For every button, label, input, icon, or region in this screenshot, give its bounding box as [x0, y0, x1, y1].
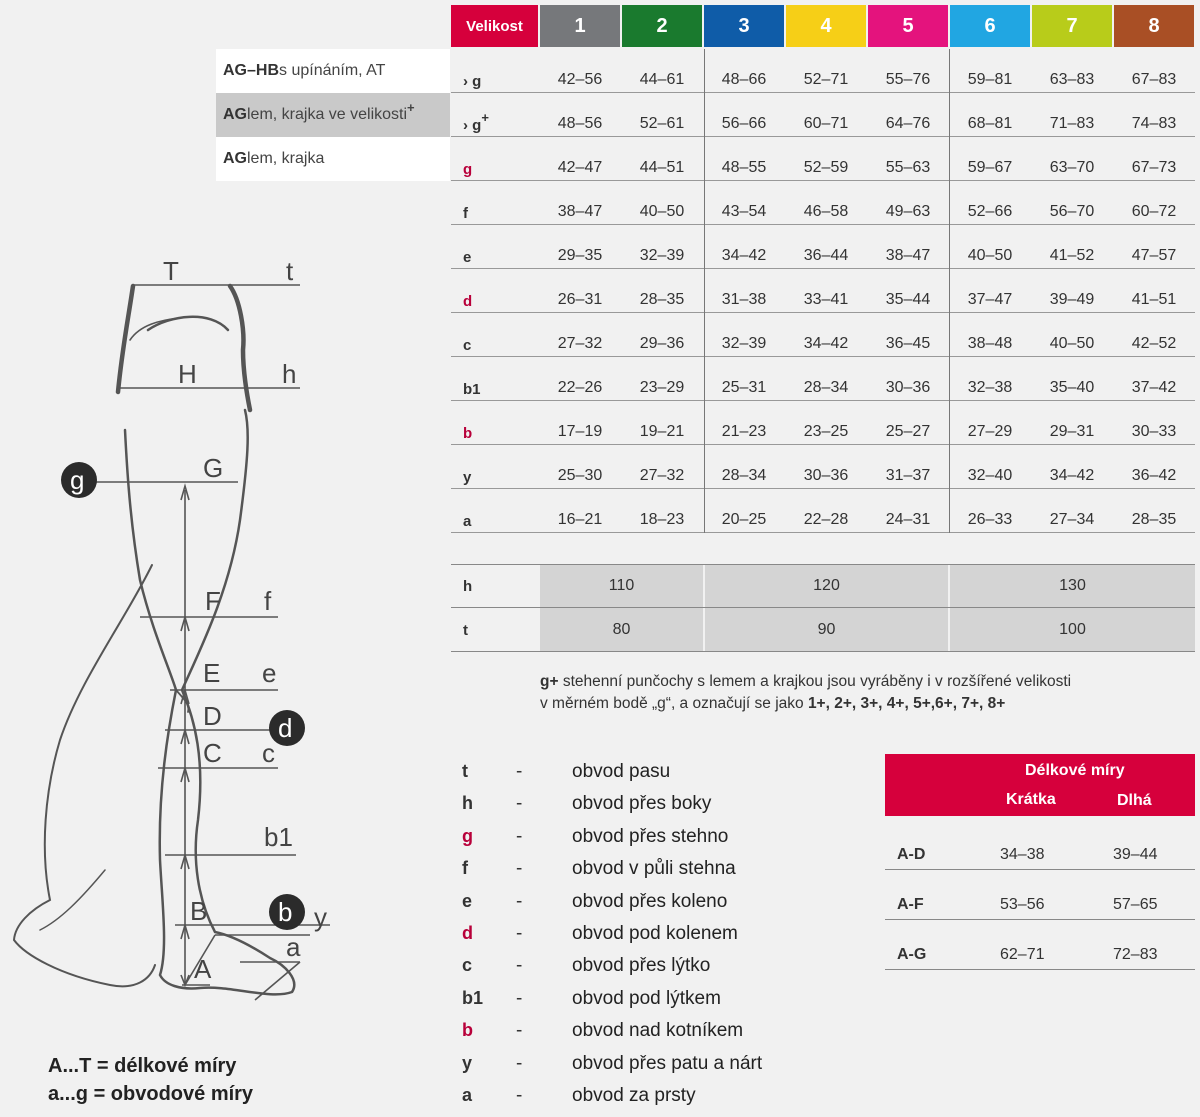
table-cell: 38–47: [885, 247, 931, 264]
table-row: [451, 401, 1195, 445]
table-cell: 33–41: [803, 291, 849, 308]
length-row-key: A-G: [897, 946, 927, 963]
height-cell: 120: [705, 564, 948, 608]
table-cell: 56–66: [721, 115, 767, 132]
diagram-label-F: F: [205, 586, 221, 616]
table-row: [451, 313, 1195, 357]
table-cell: 24–31: [885, 511, 931, 528]
table-cell: 27–32: [557, 335, 603, 352]
table-row: [451, 269, 1195, 313]
table-cell: 68–81: [967, 115, 1013, 132]
legend-text: obvod přes koleno: [572, 890, 728, 912]
table-cell: 31–38: [721, 291, 767, 308]
table-cell: 32–39: [721, 335, 767, 352]
group-divider: [949, 49, 950, 533]
table-cell: 40–50: [967, 247, 1013, 264]
legend-key: t: [462, 761, 468, 781]
length-long-value: 72–83: [1113, 946, 1158, 963]
height-divider: [451, 564, 1195, 565]
table-cell: 42–47: [557, 159, 603, 176]
table-cell: 67–83: [1131, 71, 1177, 88]
legend-text: obvod nad kotníkem: [572, 1020, 744, 1042]
table-cell: 32–39: [639, 247, 685, 264]
length-long-value: 39–44: [1113, 846, 1158, 863]
length-table-title: Délkové míry: [1025, 762, 1125, 779]
table-cell: 20–25: [721, 511, 767, 528]
length-row-key: A-D: [897, 846, 926, 863]
table-cell: 25–27: [885, 423, 931, 440]
height-cell: 100: [950, 608, 1195, 652]
table-cell: 74–83: [1131, 115, 1177, 132]
height-row-label: t: [463, 622, 468, 639]
table-cell: 63–70: [1049, 159, 1095, 176]
table-cell: 40–50: [1049, 335, 1095, 352]
diagram-label-t: t: [286, 256, 294, 286]
diagram-label-y: y: [314, 902, 327, 932]
diagram-label-f: f: [264, 586, 272, 616]
row-divider: [451, 532, 1195, 533]
table-cell: 29–35: [557, 247, 603, 264]
table-cell: 60–72: [1131, 203, 1177, 220]
legend-text: obvod přes stehno: [572, 825, 729, 847]
legend-dash: -: [516, 1052, 523, 1074]
length-row: [885, 919, 1195, 969]
table-cell: 22–26: [557, 379, 603, 396]
diagram-label-G: G: [203, 453, 224, 483]
table-cell: 44–61: [639, 71, 685, 88]
legend-text: obvod pod lýtkem: [572, 987, 721, 1009]
row-label: y: [463, 469, 472, 486]
length-measure-label: A...T = délkové míry: [48, 1055, 237, 1077]
table-cell: 23–25: [803, 423, 849, 440]
diagram-label-b1: b1: [264, 822, 293, 852]
legend-key: g: [462, 825, 473, 846]
row-label: › g+: [463, 110, 489, 134]
extended-size-note: g+ stehenní punčochy s lemem a krajkou jsou vyráběny i v rozšířené velikosti v měrném bodě „g“, a označují se jako 1+, 2+, 3+, 4+, 5+,6+, 7+, 8+: [540, 673, 1072, 712]
table-cell: 30–36: [803, 467, 849, 484]
legend-key: h: [462, 793, 473, 814]
table-cell: 35–40: [1049, 379, 1095, 396]
legend-dash: -: [516, 825, 523, 847]
legend-key: b1: [462, 987, 484, 1008]
legend-key: y: [462, 1052, 473, 1073]
table-cell: 46–58: [803, 203, 849, 220]
diagram-label-a: a: [286, 932, 301, 962]
diagram-label-B: B: [190, 896, 208, 926]
table-cell: 21–23: [721, 423, 767, 440]
table-cell: 36–44: [803, 247, 849, 264]
table-cell: 48–66: [721, 71, 767, 88]
table-cell: 26–33: [967, 511, 1013, 528]
row-label: b1: [463, 381, 481, 398]
row-label: e: [463, 249, 472, 266]
table-row: [451, 357, 1195, 401]
table-cell: 59–81: [967, 71, 1013, 88]
legend-text: obvod v půli stehna: [572, 858, 736, 880]
length-row: [885, 819, 1195, 869]
table-cell: 23–29: [639, 379, 685, 396]
table-row: [451, 181, 1195, 225]
size-header-6: 6: [950, 5, 1030, 47]
table-cell: 42–56: [557, 71, 603, 88]
row-label: › g: [463, 73, 482, 90]
table-cell: 49–63: [885, 203, 931, 220]
size-header-1: 1: [540, 5, 620, 47]
length-row: [885, 869, 1195, 919]
legend-text: obvod přes lýtko: [572, 955, 711, 977]
row-label: c: [463, 337, 472, 354]
legend-text: obvod přes boky: [572, 793, 712, 815]
legend-text: obvod přes patu a nárt: [572, 1052, 763, 1074]
variant-ag-hb: AG–HB s upínáním, AT: [216, 49, 450, 93]
size-header-5: 5: [868, 5, 948, 47]
height-row-label: h: [463, 578, 473, 595]
size-header-8: 8: [1114, 5, 1194, 47]
height-divider: [451, 651, 1195, 652]
table-cell: 28–35: [1131, 511, 1177, 528]
legend-dash: -: [516, 793, 523, 815]
size-header-2: 2: [622, 5, 702, 47]
diagram-label-T: T: [163, 256, 179, 286]
table-cell: 25–30: [557, 467, 603, 484]
table-cell: 64–76: [885, 115, 931, 132]
diagram-label-h: h: [282, 359, 297, 389]
length-row-key: A-F: [897, 896, 924, 913]
length-col-long: Dlhá: [1117, 792, 1152, 809]
table-cell: 52–59: [803, 159, 849, 176]
table-cell: 42–52: [1131, 335, 1177, 352]
table-cell: 34–42: [721, 247, 767, 264]
row-label: f: [463, 205, 468, 222]
legend-item: [0, 988, 1200, 1020]
height-cell: 130: [950, 564, 1195, 608]
table-cell: 28–34: [721, 467, 767, 484]
table-row: [451, 93, 1195, 137]
row-label: g: [463, 161, 473, 178]
table-cell: 36–42: [1131, 467, 1177, 484]
table-cell: 18–23: [639, 511, 685, 528]
size-header-3: 3: [704, 5, 784, 47]
table-row: [451, 137, 1195, 181]
size-header-7: 7: [1032, 5, 1112, 47]
table-cell: 28–35: [639, 291, 685, 308]
legend-dash: -: [516, 761, 523, 782]
legend-key: a: [462, 1085, 473, 1105]
height-cell: 110: [540, 564, 703, 608]
svg-text:g: g: [70, 465, 85, 495]
height-row: [451, 608, 1195, 652]
table-cell: 26–31: [557, 291, 603, 308]
diagram-label-D: D: [203, 701, 222, 731]
table-cell: 38–47: [557, 203, 603, 220]
legend-key: f: [462, 858, 468, 879]
svg-text:b: b: [278, 897, 293, 927]
table-cell: 39–49: [1049, 291, 1095, 308]
length-table-header: [885, 754, 1195, 816]
table-cell: 28–34: [803, 379, 849, 396]
legend-text: obvod pod kolenem: [572, 923, 738, 944]
table-cell: 56–70: [1049, 203, 1095, 220]
length-col-short: Krátka: [1006, 791, 1056, 808]
table-cell: 41–51: [1131, 291, 1177, 308]
row-label: b: [463, 425, 473, 442]
table-cell: 27–32: [639, 467, 685, 484]
diagram-label-E: E: [203, 658, 221, 688]
table-cell: 47–57: [1131, 247, 1177, 264]
table-cell: 27–29: [967, 423, 1013, 440]
table-cell: 22–28: [803, 511, 849, 528]
table-row: [451, 49, 1195, 93]
table-cell: 37–47: [967, 291, 1013, 308]
table-cell: 71–83: [1049, 115, 1095, 132]
diagram-label-c: c: [262, 738, 275, 768]
group-divider: [704, 49, 705, 533]
diagram-label-e: e: [262, 658, 277, 688]
table-cell: 35–44: [885, 291, 931, 308]
table-cell: 27–34: [1049, 511, 1095, 528]
legend-item: [0, 1020, 1200, 1052]
table-cell: 31–37: [885, 467, 931, 484]
table-cell: 30–33: [1131, 423, 1177, 440]
table-cell: 59–67: [967, 159, 1013, 176]
height-divider: [451, 607, 1195, 608]
table-cell: 52–66: [967, 203, 1013, 220]
legend-dash: -: [516, 1020, 523, 1042]
row-label: d: [463, 293, 473, 310]
circumference-measure-label: a...g = obvodové míry: [48, 1083, 254, 1105]
table-cell: 30–36: [885, 379, 931, 396]
variant-ag-lem-plus: AG lem, krajka ve velikosti +: [216, 93, 450, 137]
diagram-label-H: H: [178, 359, 197, 389]
legend-key: e: [462, 890, 473, 911]
legend-dash: -: [516, 987, 523, 1009]
table-cell: 36–45: [885, 335, 931, 352]
legend-key: b: [462, 1020, 473, 1041]
diagram-label-C: C: [203, 738, 222, 768]
legend-dash: -: [516, 923, 523, 944]
table-cell: 63–83: [1049, 71, 1095, 88]
table-cell: 60–71: [803, 115, 849, 132]
table-cell: 48–56: [557, 115, 603, 132]
table-cell: 34–42: [803, 335, 849, 352]
height-cell: 90: [705, 608, 948, 652]
table-row: [451, 445, 1195, 489]
table-cell: 16–21: [557, 511, 603, 528]
legend-dash: -: [516, 890, 523, 912]
table-cell: 25–31: [721, 379, 767, 396]
table-cell: 29–36: [639, 335, 685, 352]
table-cell: 37–42: [1131, 379, 1177, 396]
table-cell: 29–31: [1049, 423, 1095, 440]
table-cell: 52–61: [639, 115, 685, 132]
height-cell: 80: [540, 608, 703, 652]
table-cell: 55–76: [885, 71, 931, 88]
legend-dash: -: [516, 955, 523, 977]
size-header-label: Velikost: [451, 5, 538, 47]
legend-text: obvod za prsty: [572, 1085, 696, 1106]
length-short-value: 34–38: [1000, 846, 1045, 863]
table-cell: 40–50: [639, 203, 685, 220]
table-cell: 44–51: [639, 159, 685, 176]
legend-dash: -: [516, 1085, 523, 1106]
length-divider: [885, 969, 1195, 970]
table-cell: 41–52: [1049, 247, 1095, 264]
table-cell: 38–48: [967, 335, 1013, 352]
height-row: [451, 564, 1195, 608]
table-cell: 55–63: [885, 159, 931, 176]
table-cell: 67–73: [1131, 159, 1177, 176]
table-cell: 19–21: [639, 423, 685, 440]
svg-text:d: d: [278, 713, 293, 743]
length-short-value: 53–56: [1000, 896, 1045, 913]
table-cell: 34–42: [1049, 467, 1095, 484]
table-row: [451, 489, 1195, 533]
legend-text: obvod pasu: [572, 761, 671, 782]
legend-dash: -: [516, 858, 523, 880]
diagram-label-A: A: [194, 954, 212, 984]
legend-key: d: [462, 923, 473, 943]
length-long-value: 57–65: [1113, 896, 1158, 913]
legend-key: c: [462, 955, 473, 976]
size-header-4: 4: [786, 5, 866, 47]
variant-ag-lem: AG lem, krajka: [216, 137, 450, 181]
table-cell: 32–38: [967, 379, 1013, 396]
table-cell: 52–71: [803, 71, 849, 88]
table-cell: 32–40: [967, 467, 1013, 484]
table-cell: 17–19: [557, 423, 603, 440]
table-cell: 43–54: [721, 203, 767, 220]
length-short-value: 62–71: [1000, 946, 1045, 963]
table-row: [451, 225, 1195, 269]
table-cell: 48–55: [721, 159, 767, 176]
row-label: a: [463, 513, 472, 530]
